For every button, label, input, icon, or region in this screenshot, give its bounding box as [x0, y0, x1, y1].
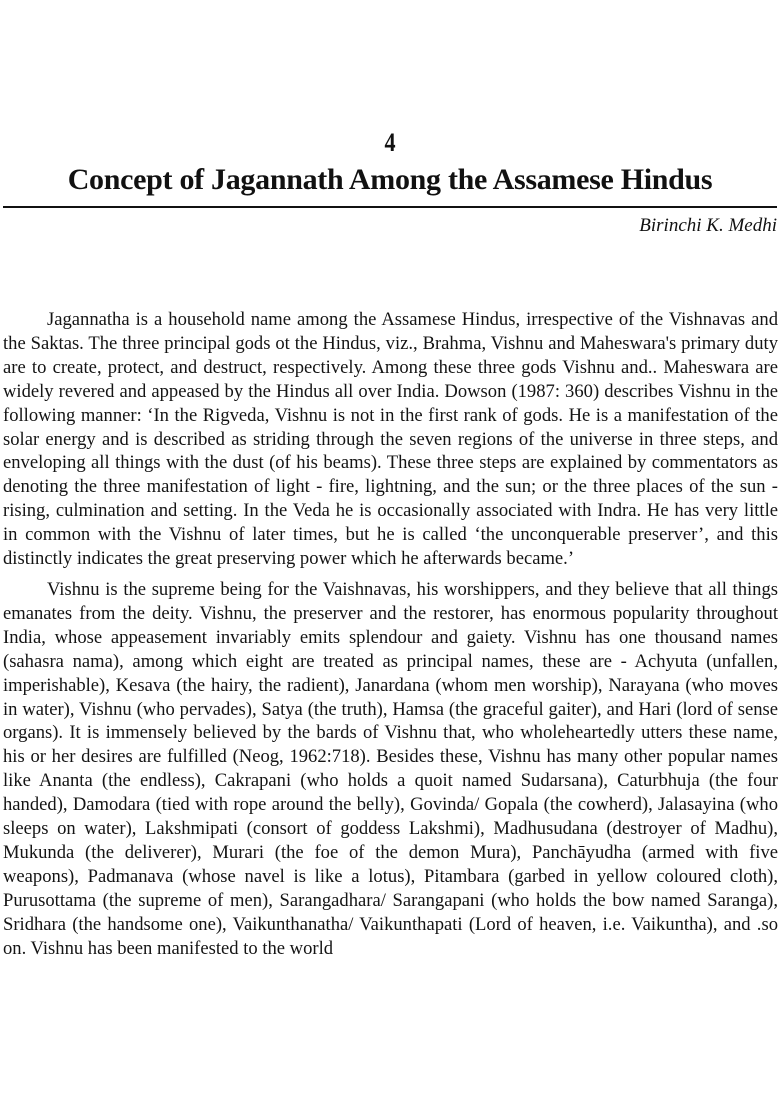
paragraph: Jagannatha is a household name among the Assamese Hindus, irrespective of the Vishnavas and the Saktas. The three principal gods ot the Hindus, viz., Brahma, Vishnu and Maheswara's primary duty are to create, protect, and destruct, respectively. Among these three gods Vishnu and.. Maheswara are widely revered and appeased by the Hindus all over India. Dowson (1987: 360) describes Vishnu in the following manner: ‘In the Rigveda, Vishnu is not in the first rank of gods. He is a manifestation of the solar energy and is described as striding through the seven regions of the universe in three steps, and enveloping all things with the dust (of his beams). These three steps are explained by commentators as denoting the three manifestation of light - fire, lightning, and the sun; or the three places of the sun - rising, culmination and setting. In the Veda he is occasionally associated with Indra. He has very little in common with the Vishnu of later times, but he is called ‘the unconquerable preserver’, and this distinctly indicates the great preserving power which he afterwards became.’: [3, 309, 778, 570]
chapter-number: 4: [384, 128, 396, 157]
chapter-title: Concept of Jagannath Among the Assamese Hindus: [67, 163, 713, 196]
title-divider: [3, 206, 777, 208]
author-name: Birinchi K. Medhi: [639, 215, 777, 236]
chapter-body: [3, 308, 778, 960]
paragraph: Vishnu is the supreme being for the Vaishnavas, his worshippers, and they believe that all things emanates from the deity. Vishnu, the preserver and the restorer, has enormous popularity throughout India, whose appeasement invariably emits splendour and gaiety. Vishnu has one thousand names (sahasra nama), among which eight are treated as principal names, these are - Achyuta (unfallen, imperishable), Kesava (the hairy, the radient), Janardana (whom men worship), Narayana (who moves in water), Vishnu (who pervades), Satya (the truth), Hamsa (the graceful gaiter), and Hari (lord of sense organs). It is immensely believed by the bards of Vishnu that, who wholeheartedly utters these name, his or her desires are fulfilled (Neog, 1962:718). Besides these, Vishnu has many other popular names like Ananta (the endless), Cakrapani (who holds a quoit named Sudarsana), Caturbhuja (the four handed), Damodara (tied with rope around the belly), Govinda/ Gopala (the cowherd), Jalasayina (who sleeps on water), Lakshmipati (consort of goddess Lakshmi), Madhusudana (destroyer of Madhu), Mukunda (the deliverer), Murari (the foe of the demon Mura), Panchāyudha (armed with five weapons), Padmanava (whose navel is like a lotus), Pitambara (garbed in yellow coloured cloth), Purusottama (the supreme of men), Sarangadhara/ Sarangapani (who holds the bow named Saranga), Sridhara (the handsome one), Vaikunthanatha/ Vaikunthapati (Lord of heaven, i.e. Vaikuntha), and .so on. Vishnu has been manifested to the world: [3, 578, 778, 959]
